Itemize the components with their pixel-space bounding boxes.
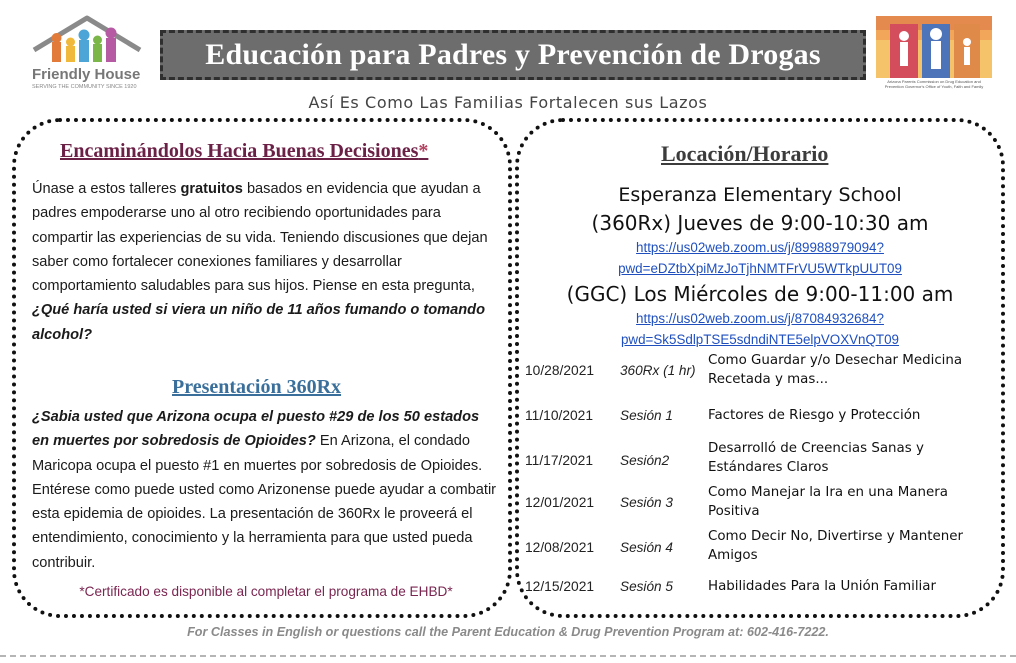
session-topic: Como Guardar y/o Desechar Medicina Recetada y mas... (708, 353, 963, 387)
session-topic: Como Manejar la Ira en una Manera Positiva (708, 485, 948, 519)
school-name: Esperanza Elementary School (618, 184, 902, 206)
zoom-link-ggc-pwd[interactable]: pwd=Sk5SdlpTSE5sdndiNTE5elpVOXVnQT09 (620, 332, 899, 347)
session-date: 10/28/2021 (525, 363, 595, 378)
intro-text-2: basados en evidencia que ayudan a padres empoderarse uno al otro recibiendo oportunidades para compartir las experiencias de su vida. Teniendo discusiones que dejan saber como fortalecer conexiones familiares y desarrollar comportamiento saludables para sus hijos. Piense en esta pregunta, (32, 181, 488, 295)
opioid-paragraph (32, 405, 498, 575)
tagline: Así Es Como Las Familias Fortalecen sus Lazos (308, 93, 708, 112)
zoom-link-360rx[interactable]: https://us02web.zoom.us/j/89988979094? (636, 240, 884, 255)
intro-bold-word: gratuitos (180, 181, 243, 197)
decisions-heading (60, 140, 428, 163)
session-name: Sesión 3 (620, 495, 673, 510)
session-topic: Desarrolló de Creencias Sanas y Estándares Claros (708, 441, 924, 475)
decisions-heading-star: * (418, 140, 429, 162)
session-topic: Factores de Riesgo y Protección (708, 408, 921, 423)
certificate-note: *Certificado es disponible al completar el programa de EHBD* (79, 584, 453, 599)
logo-right-caption: Arizona Parents Commission on Drug Education and Prevention Governor's Office of Youth, Faith and Family (884, 79, 984, 89)
session-name: Sesión 4 (620, 540, 673, 555)
location-heading: Locación/Horario (661, 141, 829, 166)
zoom-link-ggc[interactable]: https://us02web.zoom.us/j/87084932684? (636, 311, 884, 326)
session-name: 360Rx (1 hr) (620, 363, 696, 378)
session-date: 12/08/2021 (525, 540, 595, 555)
intro-question: ¿Qué haría usted si viera un niño de 11 años fumando o tomando alcohol? (32, 302, 486, 343)
arizona-parents-commission-logo (876, 16, 992, 96)
session-name: Sesión 1 (620, 408, 673, 423)
session-date: 11/17/2021 (525, 453, 594, 468)
intro-text-1: Únase a estos talleres (32, 181, 181, 197)
session-topic: Habilidades Para la Unión Familiar (708, 579, 936, 594)
friendly-house-logo (28, 14, 146, 96)
intro-paragraph (32, 177, 498, 347)
session-date: 12/15/2021 (525, 579, 595, 594)
session-topic: Como Decir No, Divertirse y Mantener Amigos (708, 529, 963, 563)
session-date: 12/01/2021 (525, 495, 595, 510)
decisions-heading-text: Encaminándolos Hacia Buenas Decisiones (60, 140, 419, 162)
session-date: 11/10/2021 (525, 408, 594, 423)
zoom-link-360rx-pwd[interactable]: pwd=eDZtbXpiMzJoTjhNMTFrVU5WTkpUUT09 (618, 261, 902, 276)
logo-left-name: Friendly House (32, 66, 141, 83)
session-name: Sesión2 (620, 453, 670, 468)
schedule-360rx: (360Rx) Jueves de 9:00-10:30 am (591, 211, 929, 235)
session-name: Sesión 5 (620, 579, 673, 594)
presentation-heading: Presentación 360Rx (172, 376, 342, 398)
schedule-ggc: (GGC) Los Miércoles de 9:00-11:00 am (566, 282, 954, 306)
page-title: Educación para Padres y Prevención de Drogas (205, 38, 821, 71)
bottom-divider (0, 655, 1016, 657)
logo-left-tagline: SERVING THE COMMUNITY SINCE 1920 (32, 84, 137, 90)
opioid-question: ¿Sabia usted que Arizona ocupa el puesto #29 de los 50 estados en muertes por sobredosis de Opioides? (32, 409, 480, 450)
opioid-text: En Arizona, el condado Maricopa ocupa el puesto #1 en muertes por sobredosis de Opioides. Entérese como puede usted como Arizonense puede ayudar a combatir esta epidemia de opioides. La presentación de 360Rx le proveerá el entendimiento, conocimiento y la herramienta para que usted pueda contribuir. (32, 433, 497, 571)
footer-contact: For Classes in English or questions call the Parent Education & Drug Prevention Program at: 602-416-7222. (187, 625, 829, 639)
title-banner (160, 30, 866, 80)
